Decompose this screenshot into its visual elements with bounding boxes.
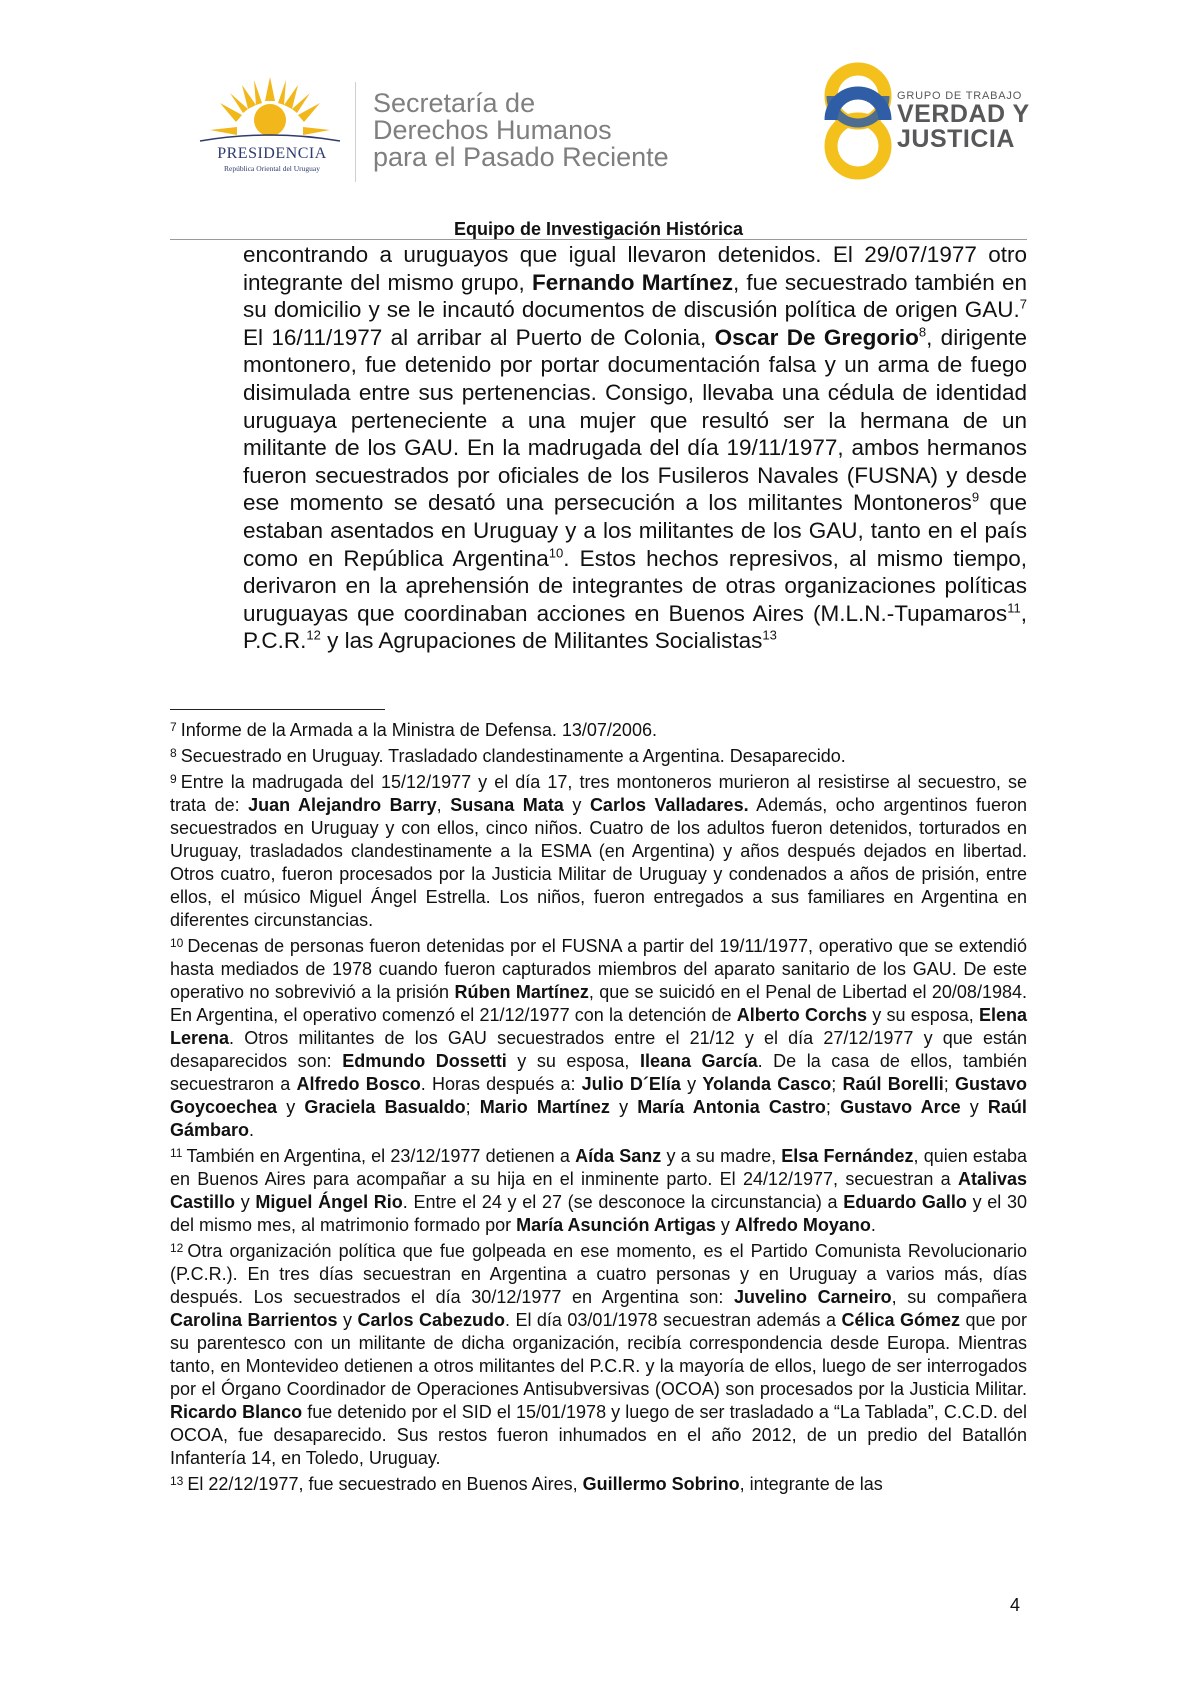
body-text: , fue secuestrado también en su domicilio y se le incautó documentos de discusión política de origen GAU. — [243, 269, 1027, 323]
footnote-text: y a su madre, — [661, 1146, 782, 1166]
person-name: Guillermo Sobrino — [582, 1474, 740, 1494]
person-name: Ileana García — [639, 1051, 758, 1071]
person-name: Edmundo Dossetti — [342, 1051, 507, 1071]
footnote-12 — [170, 1237, 1027, 1470]
person-name: Alfredo Bosco — [296, 1074, 421, 1094]
footnote-text: . Entre el 24 y el 27 (se desconoce la circunstancia) a — [402, 1192, 844, 1212]
footnote-text: y — [563, 795, 590, 815]
footnote-number: 8 — [170, 746, 177, 760]
footnote-number: 7 — [170, 720, 177, 734]
person-name: Julio D´Elía — [581, 1074, 681, 1094]
footnote-text: , su compañera — [891, 1287, 1027, 1307]
grupo-line-2: JUSTICIA — [897, 125, 1015, 153]
footnote-text: y — [235, 1192, 256, 1212]
person-name: Juvelino Carneiro — [734, 1287, 892, 1307]
person-name: Elsa Fernández — [781, 1146, 914, 1166]
footnote-text: . De la casa de ellos, también secuestraron a — [170, 1051, 1027, 1094]
footnote-text: El 22/12/1977, fue secuestrado en Buenos Aires, — [187, 1474, 583, 1494]
person-name: Juan Alejandro Barry — [248, 795, 437, 815]
secretaria-line-1: Secretaría de — [373, 88, 536, 118]
body-text: El 16/11/1977 al arribar al Puerto de Colonia, — [243, 324, 715, 350]
body-text: encontrando a uruguayos que igual llevaron detenidos. El 29/07/1977 otro integrante del mismo grupo, — [243, 242, 1027, 295]
grupo-label: GRUPO DE TRABAJO — [897, 90, 1023, 102]
footnote-ref-9[interactable]: 9 — [971, 489, 980, 505]
footnote-text: ; — [943, 1074, 955, 1094]
person-name: Graciela Basualdo — [304, 1097, 466, 1117]
secretaria-line-3: para el Pasado Reciente — [373, 142, 669, 172]
footnote-10 — [170, 932, 1027, 1142]
footnote-text: ; — [831, 1074, 843, 1094]
person-name: Susana Mata — [450, 795, 564, 815]
footnote-ref-12[interactable]: 12 — [306, 627, 321, 643]
person-name: María Asunción Artigas — [516, 1215, 716, 1235]
body-text: y las Agrupaciones de Militantes Socialistas — [320, 628, 763, 654]
person-name: Atalivas Castillo — [170, 1169, 1027, 1212]
footnote-text: y el 30 del mismo mes, al matrimonio formado por — [170, 1192, 1027, 1235]
footnote-text: y — [609, 1097, 638, 1117]
page-header — [0, 0, 1190, 215]
verdad-justicia-logo — [818, 58, 898, 183]
body-text: , P.C.R. — [243, 600, 1027, 654]
footnote-text: . — [870, 1215, 876, 1235]
person-name: Yolanda Casco — [702, 1074, 832, 1094]
footnote-number: 9 — [170, 772, 177, 786]
person-name: Gustavo Arce — [840, 1097, 961, 1117]
footnote-text: ; — [465, 1097, 480, 1117]
person-name: Oscar De Gregorio — [714, 324, 919, 350]
footnote-text: y — [277, 1097, 305, 1117]
person-name: Elena Lerena — [170, 1005, 1027, 1048]
footnote-text: Entre la madrugada del 15/12/1977 y el día 17, tres montoneros murieron al resistirse al secuestro, se trata de: — [170, 772, 1027, 815]
body-text: , dirigente montonero, fue detenido por portar documentación falsa y un arma de fuego disimulada entre sus pertenencias. Consigo, llevaba una cédula de identidad uruguaya perteneciente a una mujer que resultó ser la hermana de un militante de los GAU. En la madrugada del día 19/11/1977, ambos hermanos fueron secuestrados por oficiales de los Fusileros Navales (FUSNA) y desde ese momento se desató una persecución a los militantes Montoneros — [243, 324, 1027, 516]
person-name: Alfredo Moyano — [734, 1215, 871, 1235]
footnote-text: , — [436, 795, 451, 815]
footnote-ref-7[interactable]: 7 — [1019, 296, 1027, 312]
person-name: Gustavo Goycoechea — [170, 1074, 1027, 1117]
footnote-text: y su esposa, — [867, 1005, 979, 1025]
secretaria-title — [373, 90, 669, 171]
footnote-9 — [170, 768, 1027, 932]
footnote-text: Decenas de personas fueron detenidas por el FUSNA a partir del 19/11/1977, operativo que se extendió hasta mediados de 1978 cuando fueron capturados miembros del aparato sanitario de los GAU. De este operativo no sobrevivió a la prisión — [170, 936, 1027, 1002]
footnote-text: Además, ocho argentinos fueron secuestrados en Uruguay y con ellos, cinco niños. Cuatro de los adultos fueron detenidos, torturados en Uruguay, trasladados clandestinamente a la ESMA (en Argentina) y años después dejados en libertad. Otros cuatro, fueron procesados por la Justicia Militar de Uruguay y condenados a años de prisión, entre ellos, el músico Miguel Ángel Estrella. Los niños, fueron entregados a sus familiares en Argentina en diferentes circunstancias. — [170, 795, 1027, 930]
footnote-text: , integrante de las — [739, 1474, 883, 1494]
footnote-text: . Otros militantes de los GAU secuestrados entre el 21/12 y el día 27/12/1977 y que están desaparecidos son: — [170, 1028, 1027, 1071]
body-paragraph — [243, 241, 1027, 655]
verdad-justicia-text — [897, 90, 1030, 152]
person-name: Rúben Martínez — [454, 982, 589, 1002]
footnote-text: y — [960, 1097, 988, 1117]
footnote-ref-11[interactable]: 11 — [1007, 600, 1021, 616]
footnote-text: Informe de la Armada a la Ministra de Defensa. 13/07/2006. — [180, 720, 657, 740]
footnote-text: y — [680, 1074, 703, 1094]
footnote-text: , quien estaba en Buenos Aires para acompañar a su hija en el inminente parto. El 24/12/1977, secuestran a — [170, 1146, 1027, 1189]
header-rule — [170, 239, 1027, 240]
footnote-ref-13[interactable]: 13 — [762, 627, 777, 643]
footnote-text: que por su parentesco con un militante de dicha organización, recibía correspondencia desde Europa. Mientras tanto, en Montevideo detienen a otros militantes del P.C.R. y la mayoría de ellos, luego de ser interrogados por el Órgano Coordinador de Operaciones Antisubversivas (OCOA) son procesados por la Justicia Militar. — [170, 1310, 1027, 1399]
page-number: 4 — [1010, 1595, 1021, 1615]
person-name: Raúl Borelli — [842, 1074, 944, 1094]
footnotes — [170, 716, 1027, 1496]
footnote-number: 12 — [170, 1241, 184, 1255]
footnote-number: 11 — [170, 1146, 183, 1160]
grupo-line-1: VERDAD Y — [897, 100, 1030, 128]
header-divider — [355, 82, 356, 182]
secretaria-line-2: Derechos Humanos — [373, 115, 612, 145]
person-name: María Antonia Castro — [637, 1097, 826, 1117]
footnote-8 — [170, 742, 1027, 768]
team-heading: Equipo de Investigación Histórica — [453, 219, 744, 239]
person-name: Miguel Ángel Rio — [255, 1192, 403, 1212]
footnote-text: Secuestrado en Uruguay. Trasladado clandestinamente a Argentina. Desaparecido. — [180, 746, 846, 766]
person-name: Eduardo Gallo — [843, 1192, 967, 1212]
footnote-separator — [170, 709, 385, 710]
body-text: que estaban asentados en Uruguay y a los militantes de los GAU, tanto en el país como en República Argentina — [243, 490, 1027, 571]
person-name: Ricardo Blanco — [170, 1402, 303, 1422]
person-name: Carlos Cabezudo — [357, 1310, 505, 1330]
person-name: Mario Martínez — [479, 1097, 610, 1117]
footnote-text: Otra organización política que fue golpeada en ese momento, es el Partido Comunista Revolucionario (P.C.R.). En tres días secuestran en Argentina a cuatro personas y en Uruguay a varios más, días después. Los secuestrados el día 30/12/1977 en Argentina son: — [170, 1241, 1027, 1307]
footnote-text: . Horas después a: — [420, 1074, 582, 1094]
person-name: Fernando Martínez — [531, 269, 733, 295]
footnote-text: . El día 03/01/1978 secuestran además a — [504, 1310, 842, 1330]
footnote-text: . — [249, 1120, 255, 1140]
footnote-ref-10[interactable]: 10 — [548, 545, 564, 561]
footnote-text: , que se suicidó en el Penal de Libertad el 20/08/1984. En Argentina, el operativo comenzó el 21/12/1977 con la detención de — [170, 982, 1027, 1025]
presidencia-subtitle: República Oriental del Uruguay — [223, 164, 320, 173]
footnote-number: 10 — [170, 936, 184, 950]
footnote-text: y su esposa, — [506, 1051, 640, 1071]
person-name: Raúl Gámbaro — [170, 1097, 1027, 1140]
footnote-text: fue detenido por el SID el 15/01/1978 y luego de ser trasladado a “La Tablada”, C.C.D. del OCOA, fue desaparecido. Sus restos fueron inhumados en el año 2012, de un predio del Batallón Infantería 14, en Toledo, Uruguay. — [170, 1402, 1027, 1468]
footnote-number: 13 — [170, 1474, 184, 1488]
footnote-text: y — [715, 1215, 735, 1235]
footnote-ref-8[interactable]: 8 — [918, 324, 927, 340]
person-name: Célica Gómez — [841, 1310, 960, 1330]
footnote-11 — [170, 1142, 1027, 1237]
person-name: Carlos Valladares. — [589, 795, 749, 815]
body-text: . Estos hechos represivos, al mismo tiempo, derivaron en la aprehensión de integrantes de otras organizaciones políticas uruguayas que coordinaban acciones en Buenos Aires (M.L.N.-Tupamaros — [243, 545, 1027, 626]
footnote-text: y — [337, 1310, 358, 1330]
footnote-text: También en Argentina, el 23/12/1977 detienen a — [186, 1146, 576, 1166]
person-name: Aída Sanz — [575, 1146, 662, 1166]
presidencia-label: PRESIDENCIA — [217, 145, 327, 162]
footnote-text: ; — [825, 1097, 841, 1117]
person-name: Alberto Corchs — [736, 1005, 868, 1025]
footnote-7 — [170, 716, 1027, 742]
person-name: Carolina Barrientos — [170, 1310, 338, 1330]
footnote-13 — [170, 1470, 1027, 1496]
